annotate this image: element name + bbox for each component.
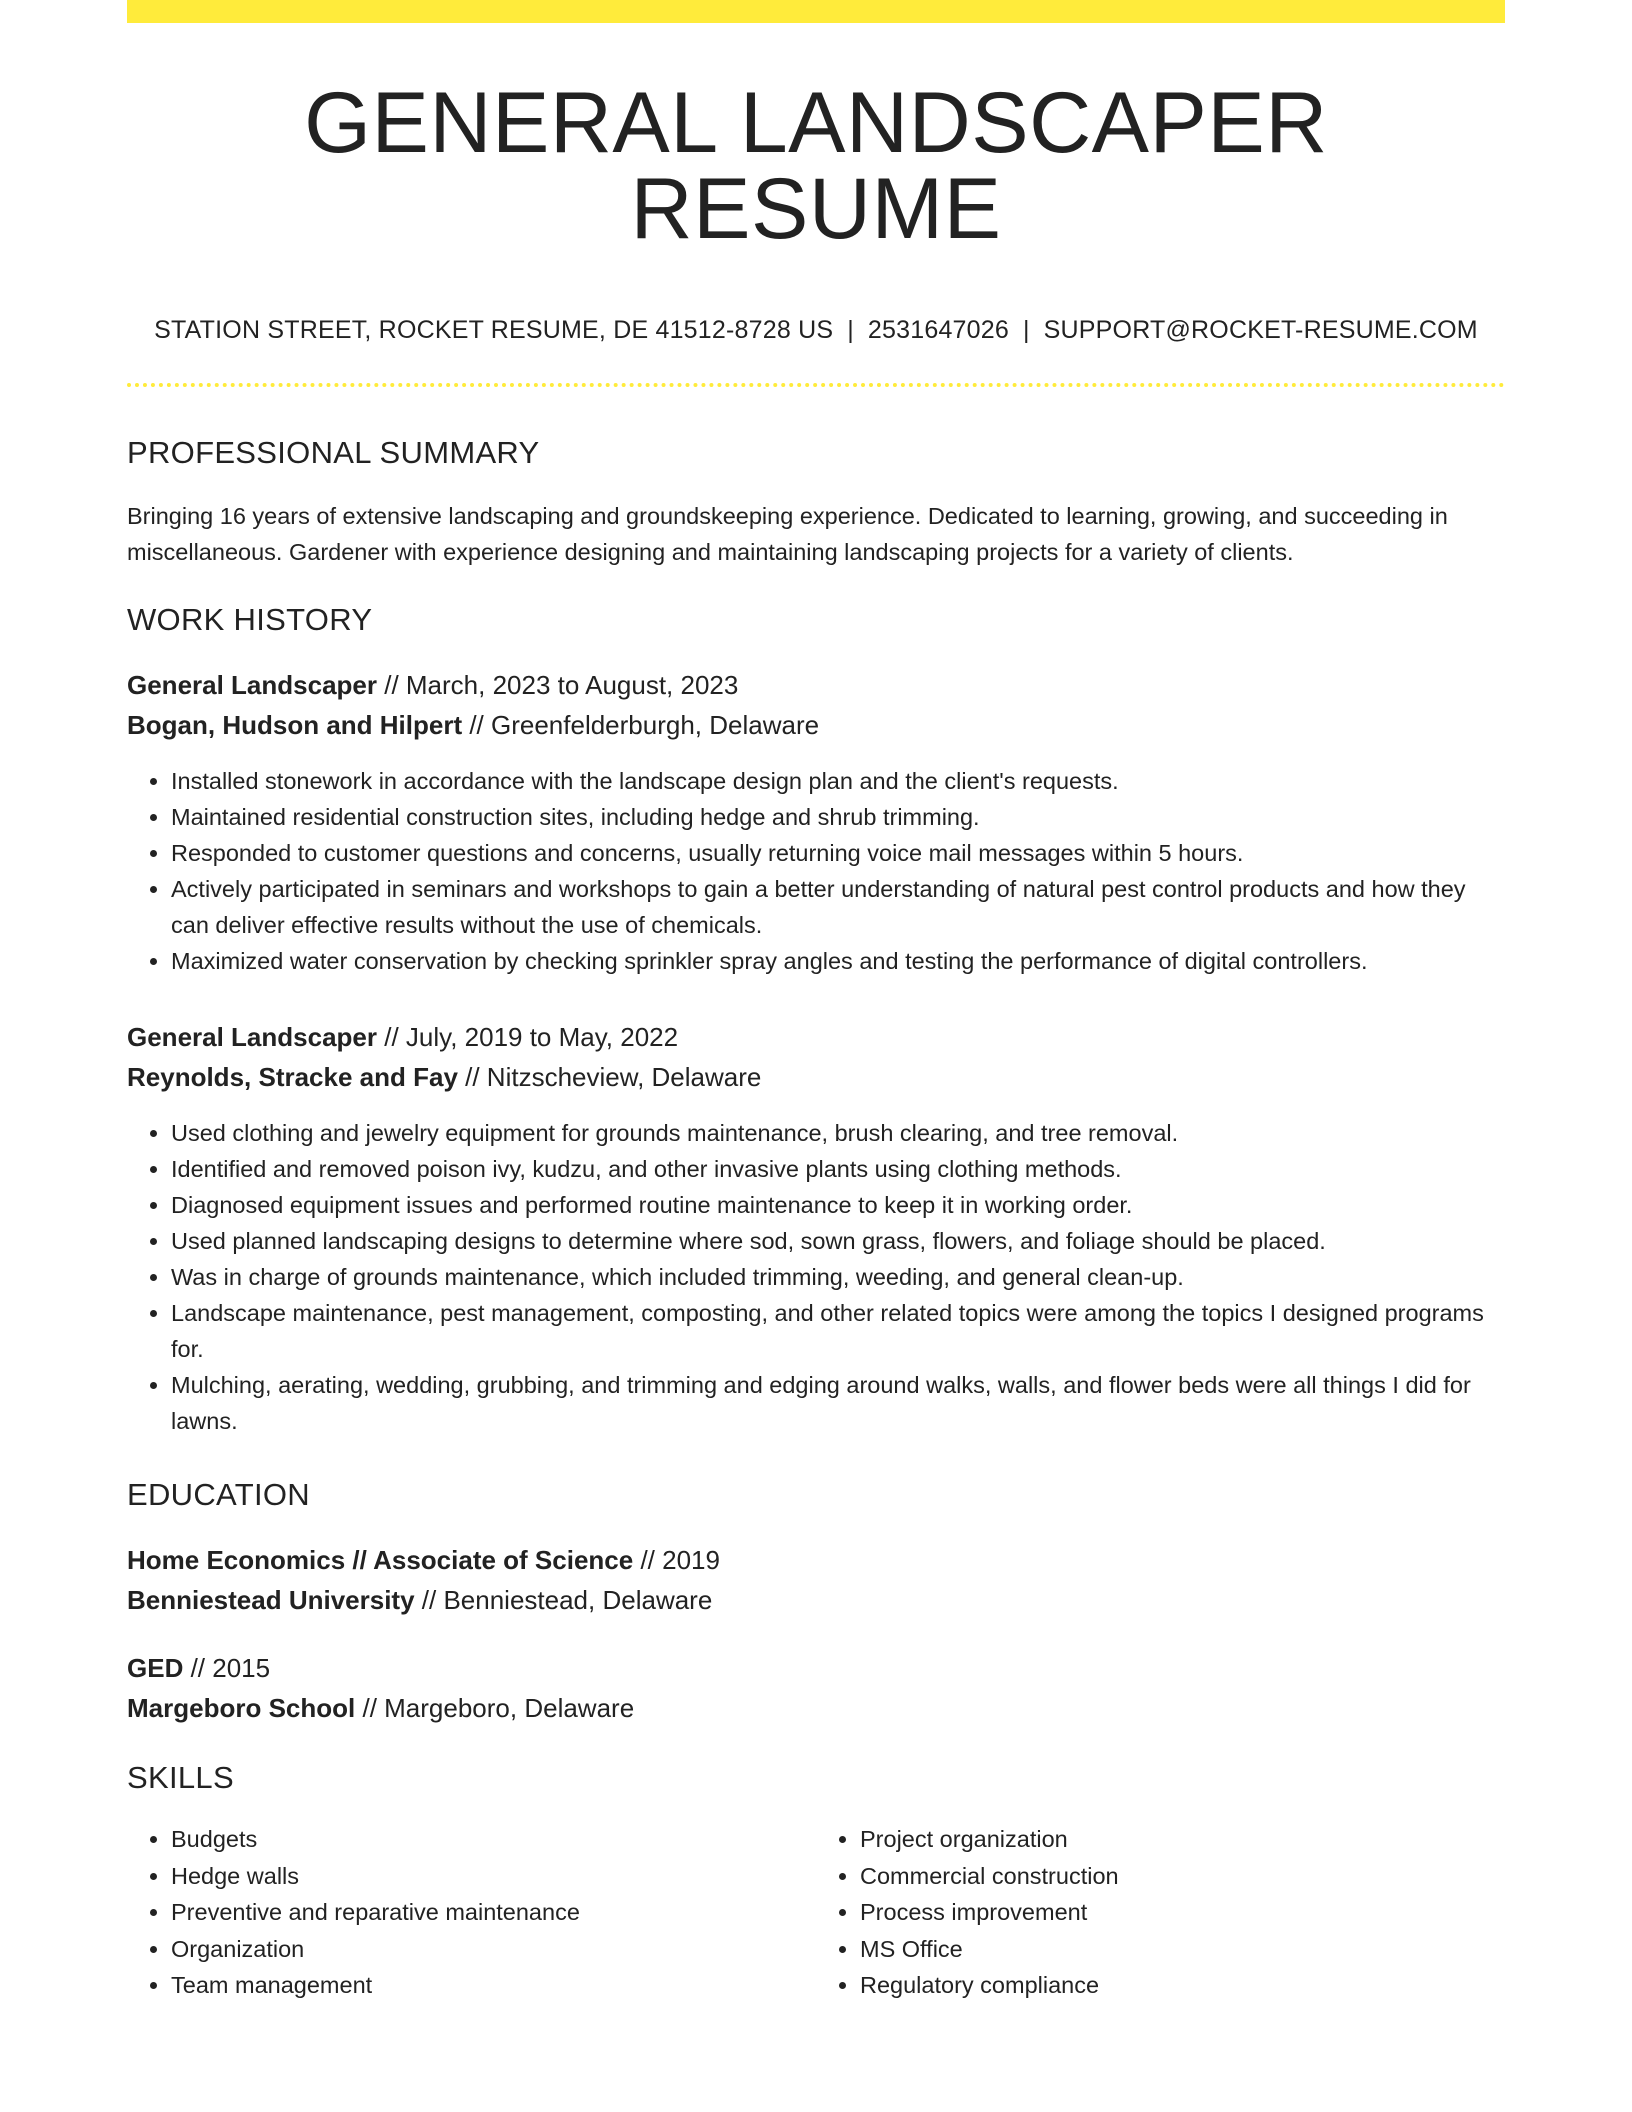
education-entry (127, 1648, 1505, 1728)
skill-item: • Commercial construction (860, 1858, 1505, 1895)
education-degree: GED (127, 1653, 184, 1683)
top-accent-bar (127, 0, 1505, 23)
dotted-divider (127, 383, 1505, 387)
skill-item: • Hedge walls (171, 1858, 816, 1895)
section-title-skills: SKILLS (127, 1760, 234, 1795)
resume-title: GENERAL LANDSCAPER RESUME (304, 75, 1328, 257)
education-year: // 2019 (633, 1545, 720, 1575)
contact-phone: 2531647026 (867, 316, 1009, 344)
job-company-line (127, 1057, 1505, 1097)
section-title-summary: PROFESSIONAL SUMMARY (127, 435, 540, 470)
skills-columns (127, 1821, 1505, 2004)
skill-item: • Regulatory compliance (860, 1967, 1505, 2004)
job-role-line (127, 1017, 1505, 1057)
education-degree-line (127, 1540, 1505, 1580)
job-bullet: • Maximized water conservation by checking sprinkler spray angles and testing the performance of digital controllers. (171, 943, 1505, 979)
contact-address: STATION STREET, ROCKET RESUME, DE 41512-8728 US (154, 316, 834, 344)
job-dates: // July, 2019 to May, 2022 (377, 1022, 679, 1052)
skills-list-right (816, 1821, 1505, 2004)
job-location: // Nitzscheview, Delaware (457, 1062, 762, 1092)
section-title-education: EDUCATION (127, 1477, 310, 1512)
job-dates: // March, 2023 to August, 2023 (377, 670, 739, 700)
contact-separator: | (1022, 316, 1030, 344)
section-title-work-history: WORK HISTORY (127, 602, 373, 637)
skill-item: • Organization (171, 1931, 816, 1968)
job-company: Reynolds, Stracke and Fay (127, 1062, 458, 1092)
job-bullet: • Used clothing and jewelry equipment for grounds maintenance, brush clearing, and tree removal. (171, 1115, 1505, 1151)
job-bullets (127, 763, 1505, 979)
job-bullet: • Was in charge of grounds maintenance, which included trimming, weeding, and general clean-up. (171, 1259, 1505, 1295)
education-location: // Benniestead, Delaware (414, 1585, 713, 1615)
job-bullet: • Actively participated in seminars and workshops to gain a better understanding of natural pest control products and how they can deliver effective results without the use of chemicals. (171, 871, 1505, 943)
education-year: // 2015 (183, 1653, 271, 1683)
contact-separator: | (847, 316, 854, 344)
resume-page (127, 0, 1505, 2004)
education-degree-line (127, 1648, 1505, 1688)
education-school: Benniestead University (127, 1585, 415, 1615)
contact-line (127, 318, 1505, 343)
job-location: // Greenfelderburgh, Delaware (462, 710, 820, 740)
job-company-line (127, 705, 1505, 745)
education-degree: Home Economics // Associate of Science (127, 1545, 634, 1575)
skills-list-left (127, 1821, 816, 2004)
education-entry (127, 1540, 1505, 1620)
job-role: General Landscaper (127, 1022, 377, 1052)
job-bullet: • Mulching, aerating, wedding, grubbing, and trimming and edging around walks, walls, and flower beds were all things I did for lawns. (171, 1367, 1505, 1439)
job-company: Bogan, Hudson and Hilpert (127, 710, 463, 740)
job-role: General Landscaper (127, 670, 377, 700)
summary-text: Bringing 16 years of extensive landscaping and groundskeeping experience. Dedicated to learning, growing, and succeeding in miscellaneous. Gardener with experience designing and maintaining landscaping projects for a variety of clients. (127, 503, 1448, 565)
skill-item: • MS Office (860, 1931, 1505, 1968)
job-bullet: • Installed stonework in accordance with the landscape design plan and the client's requests. (171, 763, 1505, 799)
contact-email: SUPPORT@ROCKET-RESUME.COM (1043, 316, 1478, 344)
job-entry (127, 1017, 1505, 1439)
education-school-line (127, 1688, 1505, 1728)
job-bullet: • Diagnosed equipment issues and performed routine maintenance to keep it in working order. (171, 1187, 1505, 1223)
skill-item: • Process improvement (860, 1894, 1505, 1931)
job-bullet: • Used planned landscaping designs to determine where sod, sown grass, flowers, and foliage should be placed. (171, 1223, 1505, 1259)
job-bullet: • Maintained residential construction sites, including hedge and shrub trimming. (171, 799, 1505, 835)
job-bullet: • Landscape maintenance, pest management, composting, and other related topics were among the topics I designed programs for. (171, 1295, 1505, 1367)
job-role-line (127, 665, 1505, 705)
job-bullet: • Identified and removed poison ivy, kudzu, and other invasive plants using clothing methods. (171, 1151, 1505, 1187)
job-bullet: • Responded to customer questions and concerns, usually returning voice mail messages within 5 hours. (171, 835, 1505, 871)
education-school: Margeboro School (127, 1693, 356, 1723)
education-location: // Margeboro, Delaware (355, 1693, 635, 1723)
job-bullets (127, 1115, 1505, 1439)
skill-item: • Team management (171, 1967, 816, 2004)
skill-item: • Preventive and reparative maintenance (171, 1894, 816, 1931)
skill-item: • Project organization (860, 1821, 1505, 1858)
education-school-line (127, 1580, 1505, 1620)
skill-item: • Budgets (171, 1821, 816, 1858)
job-entry (127, 665, 1505, 979)
